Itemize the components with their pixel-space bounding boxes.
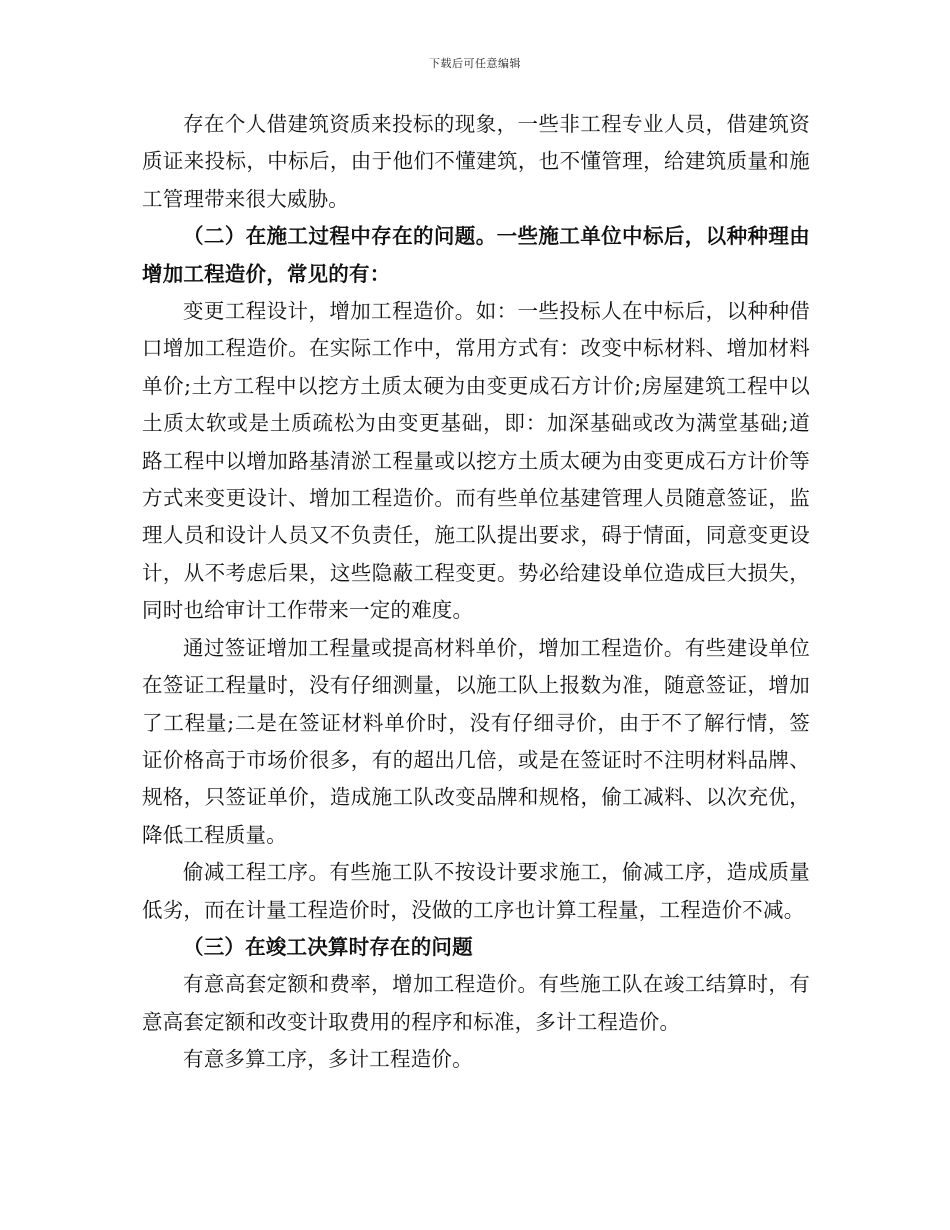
paragraph-inflated-quota: 有意高套定额和费率，增加工程造价。有些施工队在竣工结算时，有意高套定额和改变计取费用的程序和标准，多计工程造价。	[142, 972, 810, 1034]
paragraph-design-change: 变更工程设计，增加工程造价。如：一些投标人在中标后，以种种借口增加工程造价。在实际工作中，常用方式有：改变中标材料、增加材料单价;土方工程中以挖方土质太硬为由变更成石方计价;房屋建筑工程中以土质太软或是土质疏松为由变更基础，即：加深基础或改为满堂基础;道路工程中以增加路基清淤工程量或以挖方土质太硬为由变更成石方计价等方式来变更设计、增加工程造价。而有些单位基建管理人员随意签证，监理人员和设计人员又不负责任，施工队提出要求，碍于情面，同意变更设计，从不考虑后果，这些隐蔽工程变更。势必给建设单位造成巨大损失，同时也给审计工作带来一定的难度。	[142, 299, 810, 623]
paragraph-qualification-borrowing: 存在个人借建筑资质来投标的现象，一些非工程专业人员，借建筑资质证来投标，中标后，由于他们不懂建筑，也不懂管理，给建筑质量和施工管理带来很大威胁。	[142, 112, 810, 211]
paragraph-skipped-procedures: 偷减工程工序。有些施工队不按设计要求施工，偷减工序，造成质量低劣，而在计量工程造价时，没做的工序也计算工程量，工程造价不减。	[142, 860, 810, 922]
section-heading-construction-issues: （二）在施工过程中存在的问题。一些施工单位中标后，以种种理由增加工程造价，常见的有：	[142, 224, 810, 286]
document-body	[142, 106, 810, 1079]
section-heading-final-accounts-issues: （三）在竣工决算时存在的问题	[183, 934, 473, 959]
paragraph-visa-increase: 通过签证增加工程量或提高材料单价，增加工程造价。有些建设单位在签证工程量时，没有仔细测量，以施工队上报数为准，随意签证，增加了工程量;二是在签证材料单价时，没有仔细寻价，由于不了解行情，签证价格高于市场价很多，有的超出几倍，或是在签证时不注明材料品牌、规格，只签证单价，造成施工队改变品牌和规格，偷工减料、以次充优，降低工程质量。	[142, 635, 810, 847]
page-header: 下载后可任意编辑	[429, 57, 521, 70]
paragraph-extra-procedures: 有意多算工序，多计工程造价。	[183, 1047, 473, 1072]
